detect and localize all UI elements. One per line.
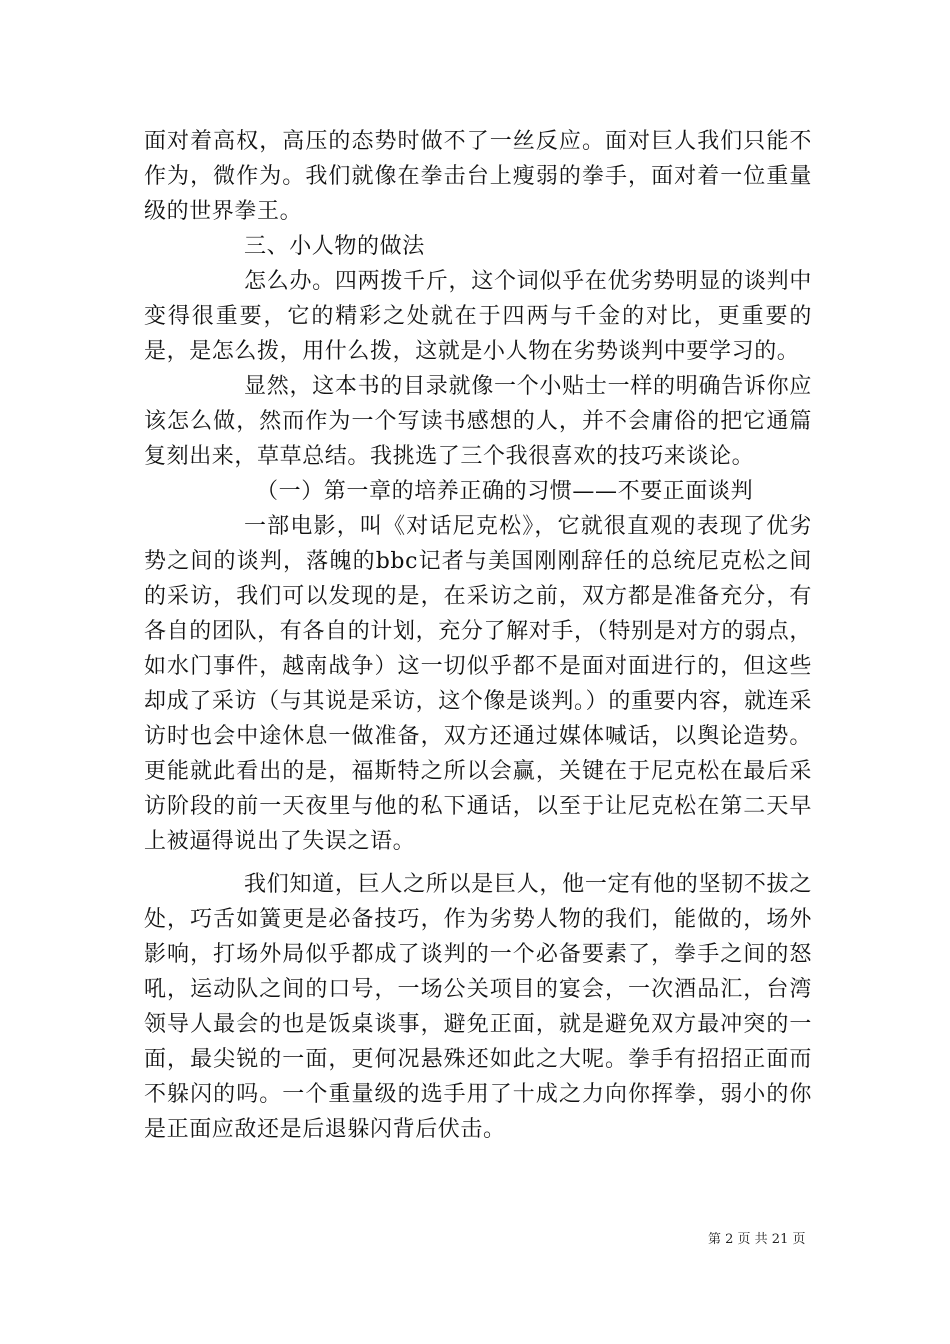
paragraph-continuation: 面对着高权，高压的态势时做不了一丝反应。面对巨人我们只能不作为，微作为。我们就像在拳击台上瘦弱的拳手，面对着一位重量级的世界拳王。 xyxy=(144,129,812,224)
document-body xyxy=(144,124,812,1147)
paragraph: 怎么办。四两拨千斤，这个词似乎在优劣势明显的谈判中变得很重要，它的精彩之处就在于四两与千金的对比，更重要的是，是怎么拨，用什么拨，这就是小人物在劣势谈判中要学习的。 xyxy=(144,269,812,364)
subsection-heading: （一）第一章的培养正确的习惯——不要正面谈判 xyxy=(256,479,754,504)
page-number-footer: 第 2 页 共 21 页 xyxy=(708,1232,806,1247)
paragraph: 我们知道，巨人之所以是巨人，他一定有他的坚韧不拔之处，巧舌如簧更是必备技巧，作为劣势人物的我们，能做的，场外影响，打场外局似乎都成了谈判的一个必备要素了，拳手之间的怒吼，运动队之间的口号，一场公关项目的宴会，一次酒品汇，台湾领导人最会的也是饭桌谈事，避免正面，就是避免双方最冲突的一面，最尖锐的一面，更何况悬殊还如此之大呢。拳手有招招正面而不躲闪的吗。一个重量级的选手用了十成之力向你挥拳，弱小的你是正面应敌还是后退躲闪背后伏击。 xyxy=(144,872,812,1142)
section-heading: 三、小人物的做法 xyxy=(244,234,425,259)
paragraph: 一部电影，叫《对话尼克松》，它就很直观的表现了优劣势之间的谈判，落魄的bbc记者与美国刚刚辞任的总统尼克松之间的采访，我们可以发现的是，在采访之前，双方都是准备充分，有各自的团队，有各自的计划，充分了解对手，（特别是对方的弱点，如水门事件，越南战争）这一切似乎都不是面对面进行的，但这些却成了采访（与其说是采访，这个像是谈判。）的重要内容，就连采访时也会中途休息一做准备，双方还通过媒体喊话，以舆论造势。更能就此看出的是，福斯特之所以会赢，关键在于尼克松在最后采访阶段的前一天夜里与他的私下通话，以至于让尼克松在第二天早上被逼得说出了失误之语。 xyxy=(144,514,812,854)
paragraph: 显然，这本书的目录就像一个小贴士一样的明确告诉你应该怎么做，然而作为一个写读书感想的人，并不会庸俗的把它通篇复刻出来，草草总结。我挑选了三个我很喜欢的技巧来谈论。 xyxy=(144,374,812,469)
